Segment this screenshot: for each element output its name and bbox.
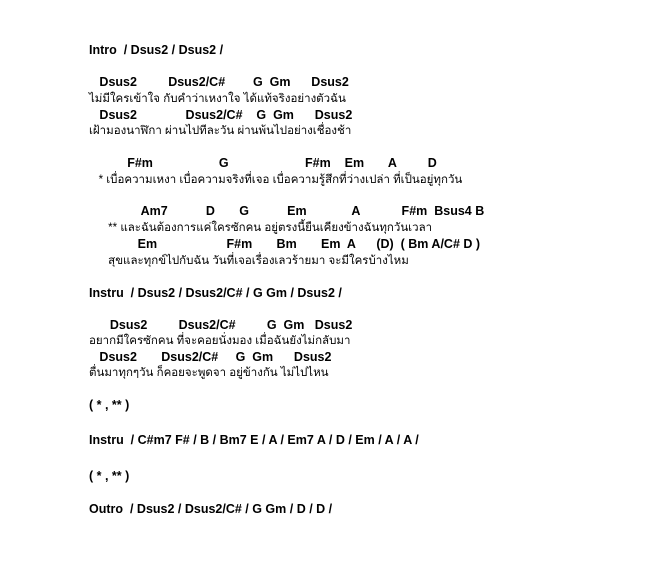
chorus-lyrics-1: ** และฉันต้องการแค่ใครซักคน อยู่ตรงนี้ยืนเคียงข้างฉันทุกวันเวลา bbox=[89, 222, 433, 234]
repeat-marker-2: ( * , ** ) bbox=[89, 469, 130, 483]
verse1-lyrics-2: เฝ้ามองนาฬิกา ผ่านไปทีละวัน ผ่านพ้นไปอย่างเชื่องช้า bbox=[89, 125, 352, 137]
chorus-lyrics-2: สุขและทุกข์ไปกับฉัน วันที่เจอเรื่องเลวร้ายมา จะมีใครบ้างไหม bbox=[89, 255, 409, 267]
intro-line: Intro / Dsus2 / Dsus2 / bbox=[89, 43, 224, 57]
instrumental-line-2: Instru / C#m7 F# / B / Bm7 E / A / Em7 A / D / Em / A / A / bbox=[89, 433, 419, 447]
verse2-chords-1: Dsus2 Dsus2/C# G Gm Dsus2 bbox=[89, 318, 353, 332]
prechorus-chords: F#m G F#m Em A D bbox=[89, 156, 437, 170]
verse2-lyrics-1: อยากมีใครซักคน ที่จะคอยนั่งมอง เมื่อฉันยังไม่กลับมา bbox=[89, 335, 351, 347]
verse1-lyrics-1: ไม่มีใครเข้าใจ กับคำว่าเหงาใจ ได้แท้จริงอย่างตัวฉัน bbox=[89, 93, 346, 105]
verse2-lyrics-2: ตื่นมาทุกๆวัน ก็คอยจะพูดจา อยู่ข้างกัน ไม่ไปไหน bbox=[89, 367, 329, 379]
verse1-chords-1: Dsus2 Dsus2/C# G Gm Dsus2 bbox=[89, 75, 349, 89]
prechorus-lyrics: * เบื่อความเหงา เบื่อความจริงที่เจอ เบื่อความรู้สึกที่ว่างเปล่า ที่เป็นอยู่ทุกวัน bbox=[89, 174, 463, 186]
verse2-chords-2: Dsus2 Dsus2/C# G Gm Dsus2 bbox=[89, 350, 332, 364]
chorus-chords-1: Am7 D G Em A F#m Bsus4 B bbox=[89, 204, 485, 218]
chorus-chords-2: Em F#m Bm Em A (D) ( Bm A/C# D ) bbox=[89, 237, 481, 251]
instrumental-line-1: Instru / Dsus2 / Dsus2/C# / G Gm / Dsus2 / bbox=[89, 286, 342, 300]
repeat-marker-1: ( * , ** ) bbox=[89, 398, 130, 412]
verse1-chords-2: Dsus2 Dsus2/C# G Gm Dsus2 bbox=[89, 108, 353, 122]
outro-line: Outro / Dsus2 / Dsus2/C# / G Gm / D / D / bbox=[89, 502, 333, 516]
